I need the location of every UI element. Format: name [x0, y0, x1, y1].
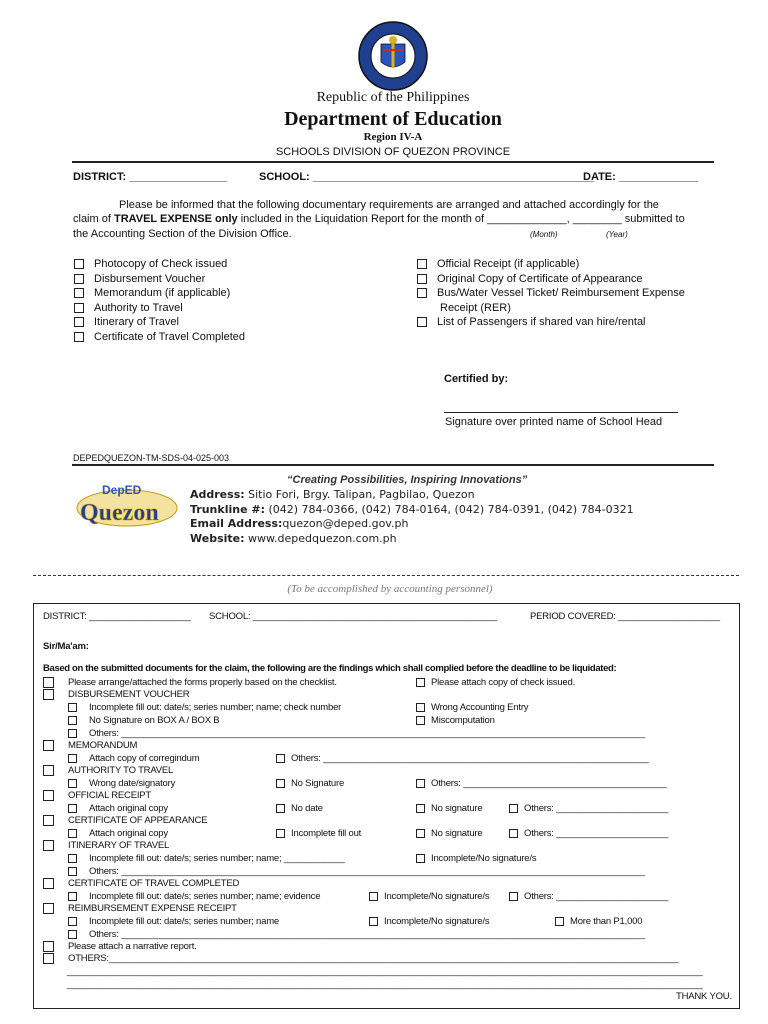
att-wrong-date[interactable]: Wrong date/signatory [68, 778, 175, 789]
checkbox-icon[interactable] [68, 754, 77, 763]
checkbox-icon[interactable] [416, 829, 425, 838]
memo-corregindum[interactable]: Attach copy of corregindum [68, 753, 199, 764]
checkbox-icon[interactable] [509, 892, 518, 901]
section-dv[interactable]: DISBURSEMENT VOUCHER [43, 689, 189, 700]
row-narrative[interactable]: Please attach a narrative report. [43, 941, 197, 952]
acct-school[interactable]: SCHOOL: ________________________________________________ [209, 611, 497, 622]
or-original[interactable]: Attach original copy [68, 803, 168, 814]
email-line: Email Address:quezon@deped.gov.ph [190, 517, 409, 530]
checkbox-icon[interactable] [509, 804, 518, 813]
checkbox-icon[interactable] [68, 917, 77, 926]
coa-incomplete[interactable]: Incomplete fill out [276, 828, 361, 839]
checkbox-icon[interactable] [509, 829, 518, 838]
section-rer[interactable]: REIMBURSEMENT EXPENSE RECEIPT [43, 903, 237, 914]
dv-miscomputation[interactable]: Miscomputation [416, 715, 495, 726]
checkbox-icon[interactable] [276, 804, 285, 813]
checkbox-icon[interactable] [43, 677, 54, 688]
acct-district[interactable]: DISTRICT: ____________________ [43, 611, 191, 622]
email-link[interactable]: quezon@deped.gov.ph [282, 517, 409, 530]
iot-incomplete[interactable]: Incomplete fill out: date/s; series number; name; ____________ [68, 853, 345, 864]
section-memo[interactable]: MEMORANDUM [43, 740, 137, 751]
checklist-right [417, 257, 685, 330]
att-no-signature[interactable]: No Signature [276, 778, 344, 789]
thank-you: THANK YOU. [676, 991, 732, 1002]
deped-seal [357, 20, 429, 92]
republic-heading: Republic of the Philippines [316, 90, 470, 105]
signature-caption: Signature over printed name of School Head [445, 416, 663, 428]
row-check-copy[interactable]: Please attach copy of check issued. [416, 677, 575, 688]
checkbox-icon[interactable] [68, 716, 77, 725]
section-iot[interactable]: ITINERARY OF TRAVEL [43, 840, 169, 851]
logo-bottom-text: Quezon [80, 500, 159, 526]
checklist-item[interactable]: Certificate of Travel Completed [74, 330, 245, 345]
checkbox-icon[interactable] [74, 274, 84, 284]
dv-no-signature[interactable]: No Signature on BOX A / BOX B [68, 715, 219, 726]
checkbox-icon[interactable] [417, 288, 427, 298]
checkbox-icon[interactable] [43, 953, 54, 964]
checkbox-icon[interactable] [68, 892, 77, 901]
checkbox-icon[interactable] [74, 259, 84, 269]
checklist-item[interactable]: List of Passengers if shared van hire/rental [417, 315, 685, 330]
school-field[interactable]: SCHOOL: ______________________________________________ [259, 171, 595, 183]
section-coa[interactable]: CERTIFICATE OF APPEARANCE [43, 815, 207, 826]
checkbox-icon[interactable] [43, 941, 54, 952]
coa-others[interactable]: Others: ______________________ [509, 828, 668, 839]
checkbox-icon[interactable] [68, 829, 77, 838]
checkbox-icon[interactable] [417, 317, 427, 327]
checkbox-icon[interactable] [68, 867, 77, 876]
row-others[interactable]: OTHERS:________________________________________________________________________________________________________________ [43, 953, 678, 964]
checkbox-icon[interactable] [369, 917, 378, 926]
section-or[interactable]: OFFICIAL RECEIPT [43, 790, 151, 801]
coa-no-signature[interactable]: No signature [416, 828, 482, 839]
ctc-others[interactable]: Others: ______________________ [509, 891, 668, 902]
checkbox-icon[interactable] [416, 678, 425, 687]
section-ctc[interactable]: CERTIFICATE OF TRAVEL COMPLETED [43, 878, 239, 889]
checkbox-icon[interactable] [74, 317, 84, 327]
checkbox-icon[interactable] [416, 779, 425, 788]
department-title: Department of Education [284, 108, 502, 130]
contact-block [190, 488, 634, 546]
checkbox-icon[interactable] [416, 854, 425, 863]
checklist-item[interactable]: Disbursement Voucher [74, 272, 245, 287]
checklist-item[interactable]: Photocopy of Check issued [74, 257, 245, 272]
checkbox-icon[interactable] [43, 740, 54, 751]
checklist-item[interactable]: Bus/Water Vessel Ticket/ Reimbursement Expense [417, 286, 685, 301]
checkbox-icon[interactable] [43, 790, 54, 801]
cut-line [33, 575, 739, 576]
checkbox-icon[interactable] [416, 703, 425, 712]
checklist-item[interactable]: Itinerary of Travel [74, 315, 245, 330]
year-label: (Year) [606, 230, 628, 239]
checkbox-icon[interactable] [416, 804, 425, 813]
or-no-signature[interactable]: No signature [416, 803, 482, 814]
checklist-item[interactable]: Original Copy of Certificate of Appearance [417, 272, 685, 287]
accounting-caption: (To be accomplished by accounting personnel) [287, 583, 493, 595]
checkbox-icon[interactable] [369, 892, 378, 901]
checkbox-icon[interactable] [68, 854, 77, 863]
checkbox-icon[interactable] [43, 878, 54, 889]
date-field[interactable]: DATE: _____________ [583, 171, 699, 183]
checkbox-icon[interactable] [417, 274, 427, 284]
att-others[interactable]: Others: ________________________________________ [416, 778, 667, 789]
checkbox-icon[interactable] [555, 917, 564, 926]
checkbox-icon[interactable] [74, 332, 84, 342]
document-code: DEPEDQUEZON-TM-SDS-04-025-003 [73, 453, 230, 463]
others-line-2[interactable]: _____________________________________________________________________________________________________________________________ [67, 979, 703, 990]
deped-quezon-logo [74, 478, 180, 528]
checkbox-icon[interactable] [43, 840, 54, 851]
logo-top-text: DepED [102, 483, 142, 497]
checkbox-icon[interactable] [416, 716, 425, 725]
dv-incomplete[interactable]: Incomplete fill out: date/s; series number; name; check number [68, 702, 341, 713]
iot-others[interactable]: Others: _______________________________________________________________________________________________________ [68, 866, 645, 877]
checkbox-icon[interactable] [43, 765, 54, 776]
slogan: “Creating Possibilities, Inspiring Innovations” [287, 474, 528, 486]
checkbox-icon[interactable] [74, 303, 84, 313]
checkbox-icon[interactable] [68, 703, 77, 712]
ctc-no-signature[interactable]: Incomplete/No signature/s [369, 891, 489, 902]
address-line: Address: Sitio Fori, Brgy. Talipan, Pagbilao, Quezon [190, 488, 475, 501]
rer-others[interactable]: Others: _______________________________________________________________________________________________________ [68, 929, 645, 940]
travel-expense-emphasis: TRAVEL EXPENSE only [113, 213, 238, 225]
certified-label: Certified by: [444, 373, 509, 385]
others-line-1[interactable]: _____________________________________________________________________________________________________________________________ [67, 966, 703, 977]
row-arrange[interactable]: Please arrange/attached the forms properly based on the checklist. [43, 677, 337, 688]
intro-line-2: claim of TRAVEL EXPENSE only included in the Liquidation Report for the month of _____________, ________ submitted to [73, 213, 685, 225]
checkbox-icon[interactable] [68, 779, 77, 788]
footer-divider [72, 464, 714, 466]
intro-line-3: the Accounting Section of the Division Office. [73, 228, 292, 240]
checkbox-icon[interactable] [68, 729, 77, 738]
checkbox-icon[interactable] [276, 779, 285, 788]
division-label: SCHOOLS DIVISION OF QUEZON PROVINCE [275, 146, 511, 158]
or-others[interactable]: Others: ______________________ [509, 803, 668, 814]
checklist-item[interactable]: Authority to Travel [74, 301, 245, 316]
dv-wrong-entry[interactable]: Wrong Accounting Entry [416, 702, 528, 713]
checkbox-icon[interactable] [68, 804, 77, 813]
website-line: Website: www.depedquezon.com.ph [190, 531, 397, 545]
rer-no-signature[interactable]: Incomplete/No signature/s [369, 916, 489, 927]
checkbox-icon[interactable] [276, 754, 285, 763]
checkbox-icon[interactable] [43, 815, 54, 826]
checklist-left [74, 257, 245, 345]
checklist-item-continuation: Receipt (RER) [440, 301, 511, 314]
rer-incomplete[interactable]: Incomplete fill out: date/s; series number; name [68, 916, 279, 927]
salutation: Sir/Ma'am: [43, 641, 89, 652]
checklist-item[interactable]: Official Receipt (if applicable) [417, 257, 685, 272]
intro-line-1: Please be informed that the following documentary requirements are arranged and attached accordingly for the [119, 199, 659, 211]
iot-no-signature[interactable]: Incomplete/No signature/s [416, 853, 536, 864]
checkbox-icon[interactable] [74, 288, 84, 298]
region-label: Region IV-A [363, 131, 423, 143]
coa-original[interactable]: Attach original copy [68, 828, 168, 839]
checkbox-icon[interactable] [43, 903, 54, 914]
checkbox-icon[interactable] [43, 689, 54, 700]
rer-more-than[interactable]: More than P1,000 [555, 916, 642, 927]
checkbox-icon[interactable] [417, 259, 427, 269]
signature-line[interactable] [444, 412, 678, 413]
website-link[interactable]: www.depedquezon.com.ph [244, 531, 397, 545]
checkbox-icon[interactable] [276, 829, 285, 838]
section-att[interactable]: AUTHORITY TO TRAVEL [43, 765, 173, 776]
dv-others[interactable]: Others: _______________________________________________________________________________________________________ [68, 728, 645, 739]
findings-intro: Based on the submitted documents for the claim, the following are the findings which shall complied before the deadline to be liquidated: [43, 663, 617, 674]
or-no-date[interactable]: No date [276, 803, 323, 814]
trunkline-line: Trunkline #: (042) 784-0366, (042) 784-0164, (042) 784-0391, (042) 784-0321 [190, 502, 634, 516]
acct-period[interactable]: PERIOD COVERED: ____________________ [530, 611, 720, 622]
checklist-item[interactable]: Memorandum (if applicable) [74, 286, 245, 301]
ctc-incomplete[interactable]: Incomplete fill out: date/s; series number; name; evidence [68, 891, 320, 902]
header-divider [72, 161, 714, 163]
checkbox-icon[interactable] [68, 930, 77, 939]
district-field[interactable]: DISTRICT: ________________ [73, 171, 228, 183]
memo-others[interactable]: Others: ________________________________________________________________ [276, 753, 649, 764]
month-label: (Month) [530, 230, 558, 239]
